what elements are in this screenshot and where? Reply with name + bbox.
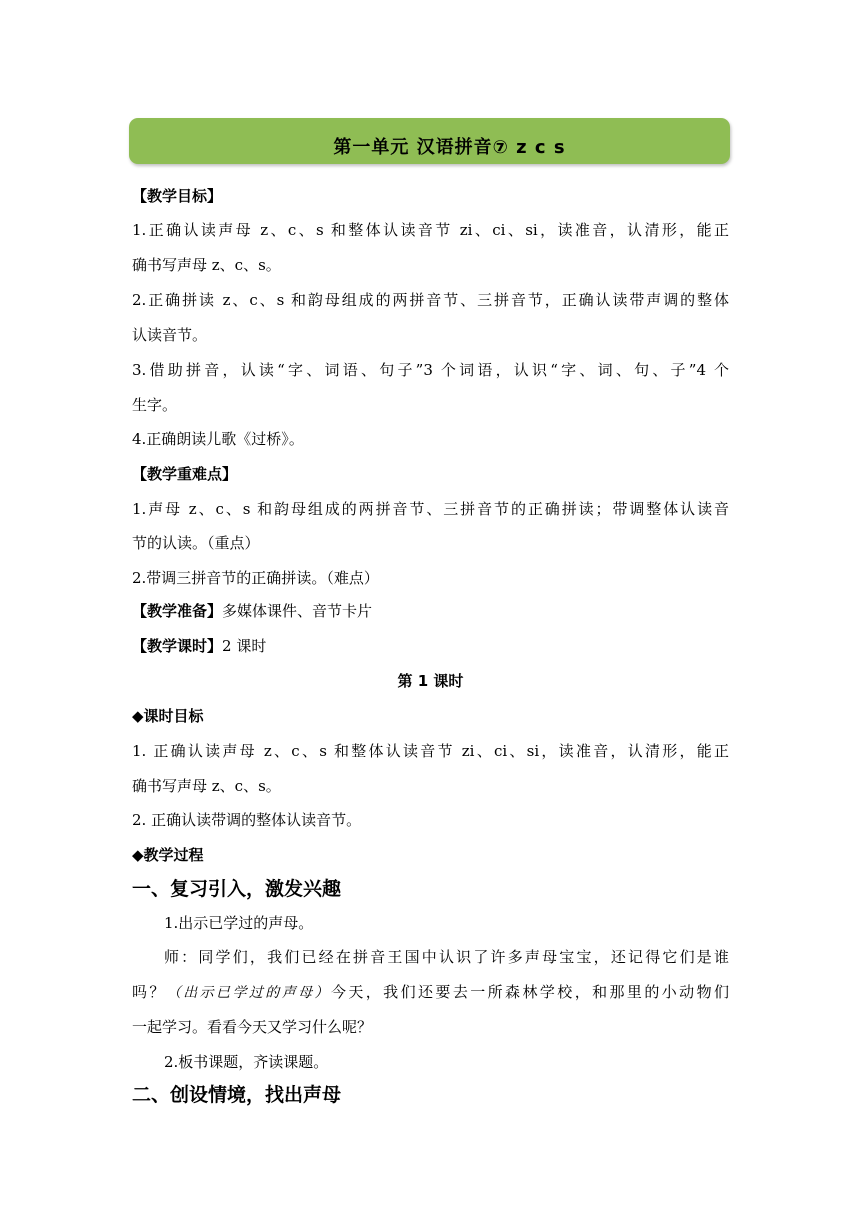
section-2-title: 二、创设情境，找出声母 [132, 1084, 342, 1106]
prep-label: 【教学准备】 [132, 602, 223, 620]
teacher-line-3: 一起学习。看看今天又学习什么呢？ [132, 1018, 373, 1036]
lesson-goal-1-line-1: 1. 正确认读声母 z、c、s 和整体认读音节 zi、ci、si，读准音，认清形，能正 [132, 742, 729, 760]
goal-1-line-1: 1.正确认读声母 z、c、s 和整体认读音节 zi、ci、si，读准音，认清形，能正 [132, 221, 729, 239]
goal-3-line-1: 3.借助拼音，认读“字、词语、句子”3 个词语，认识“字、词、句、子”4 个 [132, 361, 729, 379]
goal-4: 4.正确朗读儿歌《过桥》。 [132, 430, 304, 448]
page-title: 第一单元 汉语拼音⑦ z c s [333, 137, 566, 158]
key-point-2: 2.带调三拼音节的正确拼读。（难点） [132, 569, 379, 587]
teacher-line-2 [132, 982, 729, 1003]
section-1-step-1: 1.出示已学过的声母。 [164, 914, 314, 932]
goal-3-line-2: 生字。 [132, 396, 178, 414]
goal-1-line-2: 确书写声母 z、c、s。 [132, 256, 281, 274]
goals-heading: 【教学目标】 [132, 187, 223, 205]
process-heading: ◆教学过程 [132, 846, 204, 864]
lesson-goal-1-line-2: 确书写声母 z、c、s。 [132, 777, 281, 795]
prep-value: 多媒体课件、音节卡片 [222, 602, 373, 620]
key-point-1-line-2: 节的认读。（重点） [132, 534, 260, 552]
key-points-heading: 【教学重难点】 [132, 465, 238, 483]
teacher-note: （出示已学过的声母） [166, 985, 331, 1001]
section-1-step-2: 2.板书课题，齐读课题。 [164, 1053, 329, 1071]
hours-value: 2 课时 [222, 637, 267, 655]
teacher-line-2-start: 吗？ [132, 983, 167, 1001]
goal-2-line-1: 2.正确拼读 z、c、s 和韵母组成的两拼音节、三拼音节，正确认读带声调的整体 [132, 291, 729, 309]
lesson-title: 第 1 课时 [397, 672, 464, 690]
lesson-goal-2: 2. 正确认读带调的整体认读音节。 [132, 811, 362, 829]
teacher-line-2-end: 今天，我们还要去一所森林学校，和那里的小动物们 [330, 983, 729, 1001]
hours-row [132, 636, 266, 656]
hours-label: 【教学课时】 [132, 637, 223, 655]
key-point-1-line-1: 1.声母 z、c、s 和韵母组成的两拼音节、三拼音节的正确拼读；带调整体认读音 [132, 500, 729, 518]
section-1-title: 一、复习引入，激发兴趣 [132, 878, 342, 900]
title-banner [129, 118, 730, 164]
lesson-goal-heading: ◆课时目标 [132, 707, 204, 725]
prep-row [132, 601, 372, 621]
goal-2-line-2: 认读音节。 [132, 326, 208, 344]
teacher-line-1: 师：同学们，我们已经在拼音王国中认识了许多声母宝宝，还记得它们是谁 [164, 948, 729, 966]
